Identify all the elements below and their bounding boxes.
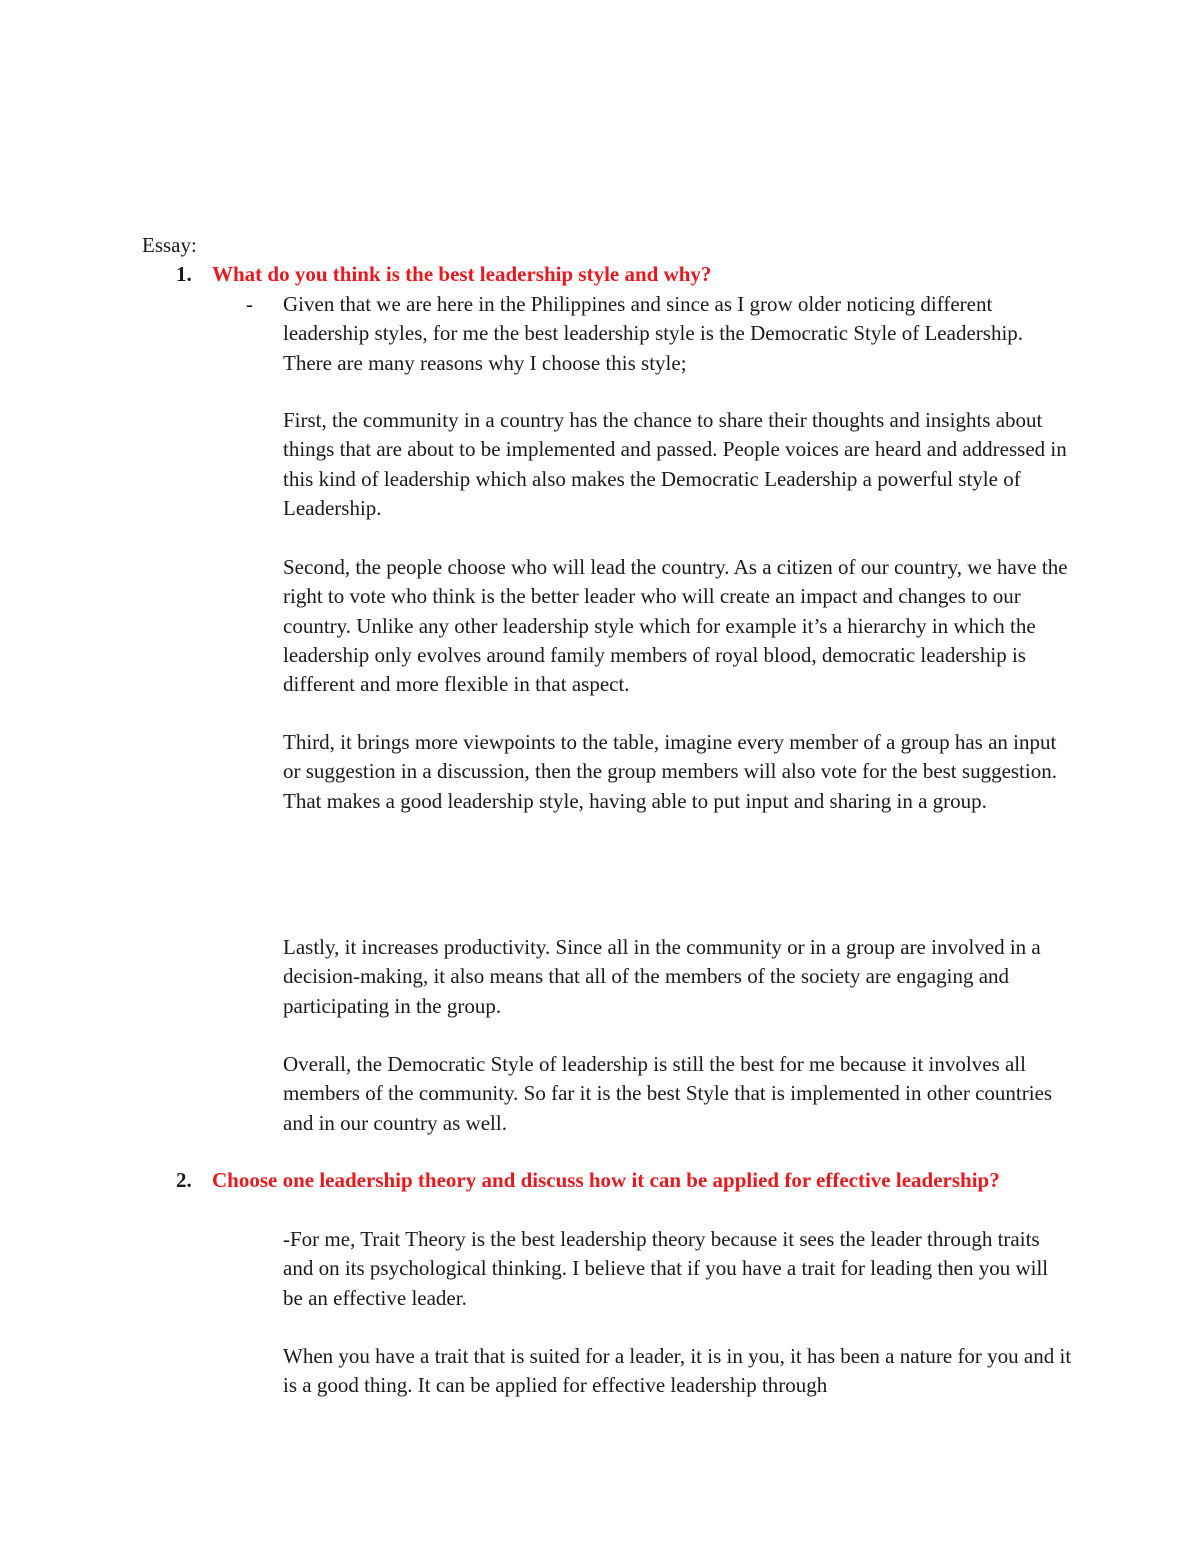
bullet-dash: -	[246, 292, 253, 316]
q2-paragraph-trait-nature: When you have a trait that is suited for a leader, it is in you, it has been a nature for you and it is a good thing. It can be applied for effective leadership through	[283, 1344, 1072, 1398]
q1-paragraph-intro: Given that we are here in the Philippines and since as I grow older noticing different leadership styles, for me the best leadership style is the Democratic Style of Leadership. There are many reasons why I choose this style;	[283, 292, 1024, 375]
q1-paragraph-third: Third, it brings more viewpoints to the table, imagine every member of a group has an input or suggestion in a discussion, then the group members will also vote for the best suggestion. That makes a good leadership style, having able to put input and sharing in a group.	[283, 730, 1057, 813]
question-1-text: What do you think is the best leadership style and why?	[212, 262, 712, 286]
question-2-text: Choose one leadership theory and discuss how it can be applied for effective leadership?	[212, 1168, 1000, 1192]
q1-paragraph-overall: Overall, the Democratic Style of leadership is still the best for me because it involves all members of the community. So far it is the best Style that is implemented in other countries and in our country as well.	[283, 1052, 1053, 1135]
q1-paragraph-second: Second, the people choose who will lead the country. As a citizen of our country, we have the right to vote who think is the better leader who will create an impact and changes to our country. Unlike any other leadership style which for example it’s a hierarchy in which the leadership only evolves around family members of royal blood, democratic leadership is different and more flexible in that aspect.	[283, 555, 1068, 697]
q1-paragraph-first: First, the community in a country has the chance to share their thoughts and insights about things that are about to be implemented and passed. People voices are heard and addressed in this kind of leadership which also makes the Democratic Leadership a powerful style of Leadership.	[283, 408, 1067, 520]
question-2-number: 2.	[176, 1168, 192, 1192]
q2-paragraph-trait-theory: -For me, Trait Theory is the best leadership theory because it sees the leader through traits and on its psychological thinking. I believe that if you have a trait for leading then you will be an effective leader.	[283, 1227, 1049, 1310]
question-1-number: 1.	[176, 262, 192, 286]
essay-heading: Essay:	[142, 233, 197, 257]
q1-paragraph-lastly: Lastly, it increases productivity. Since all in the community or in a group are involved in a decision-making, it also means that all of the members of the society are engaging and participating in the group.	[283, 935, 1041, 1018]
